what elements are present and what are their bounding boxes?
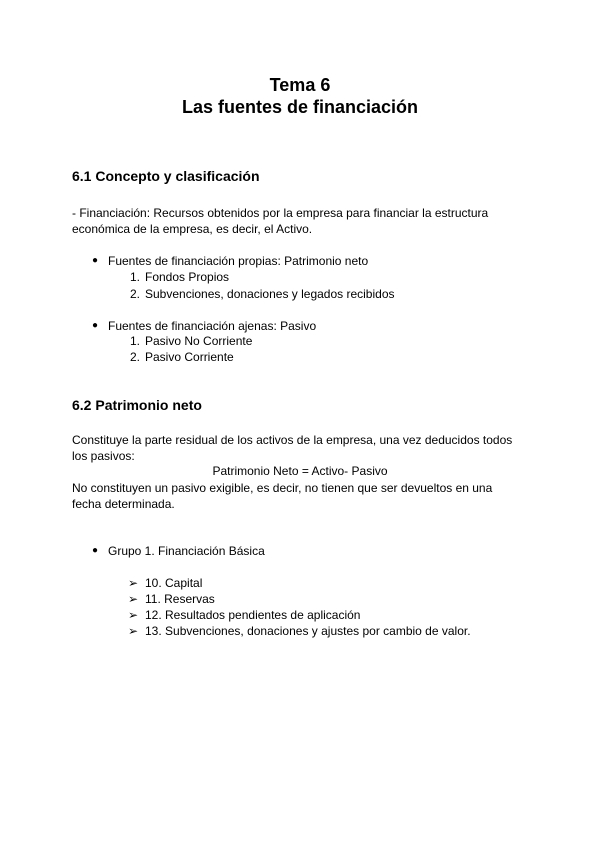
bullet-label: Fuentes de financiación propias: Patrimonio neto bbox=[108, 254, 369, 268]
patrimonio-paragraph bbox=[72, 432, 532, 464]
definition-line-1: - Financiación: Recursos obtenidos por la empresa para financiar la estructura bbox=[72, 206, 489, 220]
list-item-text: 13. Subvenciones, donaciones y ajustes por cambio de valor. bbox=[145, 624, 471, 638]
document-title bbox=[0, 74, 600, 118]
list-number: 1. bbox=[129, 334, 140, 348]
list-number: 1. bbox=[129, 270, 140, 284]
patrimonio-note bbox=[72, 480, 532, 512]
list-item-text: Pasivo No Corriente bbox=[145, 334, 253, 348]
list-item-text: 10. Capital bbox=[145, 576, 203, 590]
formula: Patrimonio Neto = Activo- Pasivo bbox=[212, 464, 388, 478]
arrow-icon: ➢ bbox=[128, 592, 139, 606]
list-item-text: Fondos Propios bbox=[145, 270, 230, 284]
arrow-icon: ➢ bbox=[128, 576, 139, 590]
bullet-icon: ● bbox=[92, 320, 99, 331]
section-heading-6-2: 6.2 Patrimonio neto bbox=[72, 397, 202, 413]
arrow-icon: ➢ bbox=[128, 608, 139, 622]
paragraph-line-1: Constituye la parte residual de los activos de la empresa, una vez deducidos todos bbox=[72, 433, 513, 447]
bullet-icon: ● bbox=[92, 255, 99, 266]
list-item-text: Pasivo Corriente bbox=[145, 350, 234, 364]
note-line-2: fecha determinada. bbox=[72, 497, 175, 511]
definition-line-2: económica de la empresa, es decir, el Activo. bbox=[72, 222, 313, 236]
list-number: 2. bbox=[129, 350, 140, 364]
bullet-label: Fuentes de financiación ajenas: Pasivo bbox=[108, 319, 317, 333]
bullet-icon: ● bbox=[92, 545, 99, 556]
list-number: 2. bbox=[129, 287, 140, 301]
title-line-2: Las fuentes de financiación bbox=[181, 97, 419, 117]
bullet-label: Grupo 1. Financiación Básica bbox=[108, 544, 265, 558]
note-line-1: No constituyen un pasivo exigible, es decir, no tienen que ser devueltos en una bbox=[72, 481, 493, 495]
list-item-text: 12. Resultados pendientes de aplicación bbox=[145, 608, 361, 622]
paragraph-line-2: los pasivos: bbox=[72, 449, 135, 463]
list-item-text: Subvenciones, donaciones y legados recibidos bbox=[145, 287, 395, 301]
arrow-icon: ➢ bbox=[128, 624, 139, 638]
section-heading-6-1: 6.1 Concepto y clasificación bbox=[72, 168, 260, 184]
title-line-1: Tema 6 bbox=[269, 75, 331, 95]
list-item-text: 11. Reservas bbox=[145, 592, 215, 606]
financiacion-definition bbox=[72, 205, 532, 237]
